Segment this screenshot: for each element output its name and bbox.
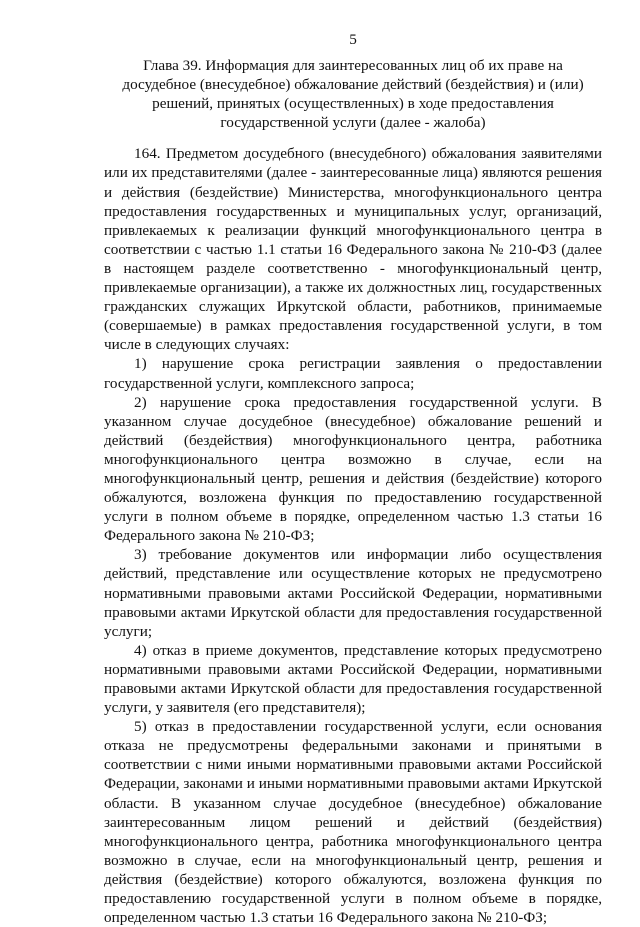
paragraph-164: 164. Предметом досудебного (внесудебного) обжалования заявителями или их представителями (далее - заинтересованные лица) являются решения и действия (бездействие) Министерства, многофункционального центра предоставления государственных и муниципальных услуг, организаций, привлекаемых к реализации функций многофункционального центра в соответствии с частью 1.1 статьи 16 Федерального закона № 210-ФЗ (далее в настоящем разделе соответственно - многофункциональный центр, привлекаемые организации), а также их должностных лиц, государственных гражданских служащих Иркутской области, работников, принимаемые (совершаемые) в рамках предоставления государственной услуги, в том числе в следующих случаях: [104, 145, 602, 354]
page-number: 5 [349, 31, 357, 48]
chapter-title-line: досудебное (внесудебное) обжалование действий (бездействия) и (или) [122, 76, 584, 94]
list-item-3: 3) требование документов или информации либо осуществления действий, представление или осуществление которых не предусмотрено нормативными правовыми актами Российской Федерации, нормативными правовыми актами Иркутской области для предоставления государственной услуги; [104, 546, 602, 640]
chapter-title-line: решений, принятых (осуществленных) в ходе предоставления [152, 95, 554, 113]
chapter-title-line: Глава 39. Информация для заинтересованных лиц об их праве на [143, 57, 563, 74]
chapter-title [104, 56, 602, 132]
list-item-1: 1) нарушение срока регистрации заявления о предоставлении государственной услуги, комплексного запроса; [104, 355, 602, 392]
list-item-4: 4) отказ в приеме документов, представление которых предусмотрено нормативными правовыми актами Российской Федерации, нормативными правовыми актами Иркутской области для предоставления государственной услуги, у заявителя (его представителя); [104, 641, 602, 717]
chapter-title-line: государственной услуги (далее - жалоба) [220, 114, 486, 132]
list-item-2: 2) нарушение срока предоставления государственной услуги. В указанном случае досудебное (внесудебное) обжалование решений и действий (бездействия) многофункционального центра, работника многофункционального центра возможно в случае, если на многофункциональный центр, решения и действия (бездействие) которого обжалуются, возложена функция по предоставлению государственной услуги в полном объеме в порядке, определенном частью 1.3 статьи 16 Федерального закона № 210-ФЗ; [104, 393, 602, 545]
list-item-5: 5) отказ в предоставлении государственной услуги, если основания отказа не предусмотрены федеральными законами и принятыми в соответствии с ними иными нормативными правовыми актами Российской Федерации, законами и иными нормативными правовыми актами Иркутской области. В указанном случае досудебное (внесудебное) обжалование заинтересованным лицом решений и действий (бездействия) многофункционального центра, работника многофункционального центра возможно в случае, если на многофункциональный центр, решения и действия (бездействие) которого обжалуются, возложена функция по предоставлению государственной услуги в полном объеме в порядке, определенном частью 1.3 статьи 16 Федерального закона № 210-ФЗ; [104, 718, 602, 927]
